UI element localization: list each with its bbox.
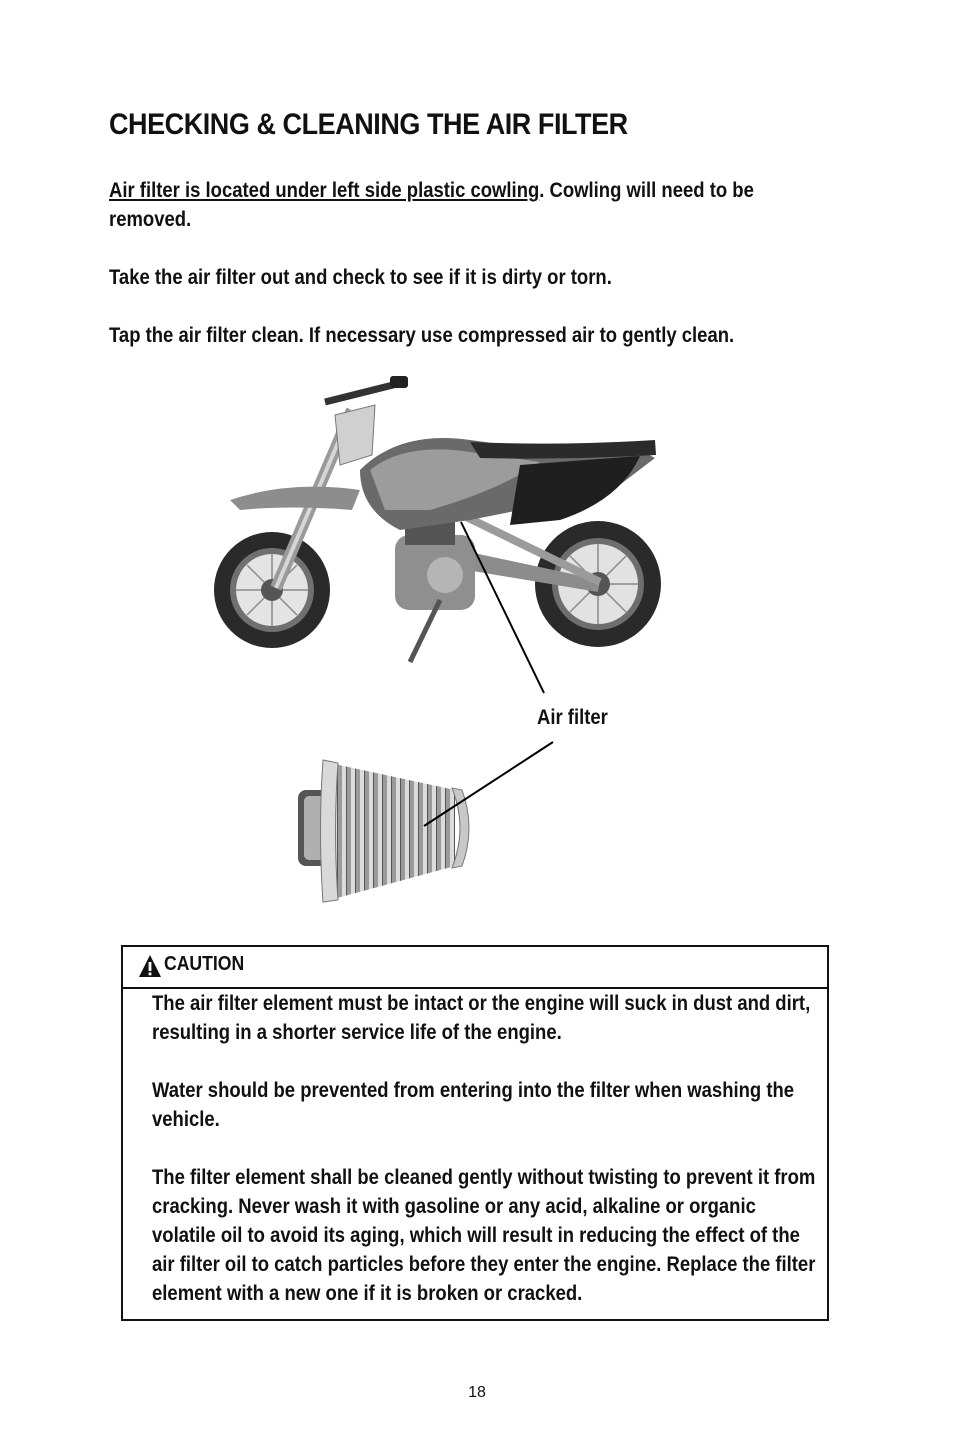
step-check-text: Take the air filter out and check to see if it is dirty or torn. xyxy=(109,266,612,289)
page-number: 18 xyxy=(468,1384,486,1401)
dirt-bike-and-air-filter-illustration xyxy=(0,360,954,920)
caution-paragraph-2: Water should be prevented from entering into the filter when washing the vehicle. xyxy=(152,1079,795,1131)
caution-paragraph-3: The filter element shall be cleaned gently without twisting to prevent it from cracking. Never wash it with gasoline or any acid, alkaline or organic volatile oil to avoid its aging, which will result in reducing the effect of the air filter oil to catch particles before they enter the engine. Replace the filter element with a new one if it is broken or cracked. xyxy=(152,1166,816,1305)
caution-paragraph-1: The air filter element must be intact or the engine will suck in dust and dirt, resulting in a shorter service life of the engine. xyxy=(152,992,811,1044)
caution-heading: CAUTION xyxy=(164,953,245,975)
air-filter-photo xyxy=(298,760,469,902)
intro-underlined-text: Air filter is located under left side plastic cowling xyxy=(109,179,540,202)
pointer-line-to-filter xyxy=(424,742,553,826)
intro-rest-text: . Cowling will need to be removed. xyxy=(109,179,754,231)
dirt-bike-photo xyxy=(214,376,661,662)
page-title: CHECKING & CLEANING THE AIR FILTER xyxy=(109,108,628,141)
caution-box xyxy=(121,945,829,1321)
caution-header xyxy=(123,947,827,989)
air-filter-label: Air filter xyxy=(537,706,608,729)
step-clean-text: Tap the air filter clean. If necessary use compressed air to gently clean. xyxy=(109,324,735,347)
intro-paragraph xyxy=(109,176,787,234)
warning-triangle-icon xyxy=(138,954,162,978)
